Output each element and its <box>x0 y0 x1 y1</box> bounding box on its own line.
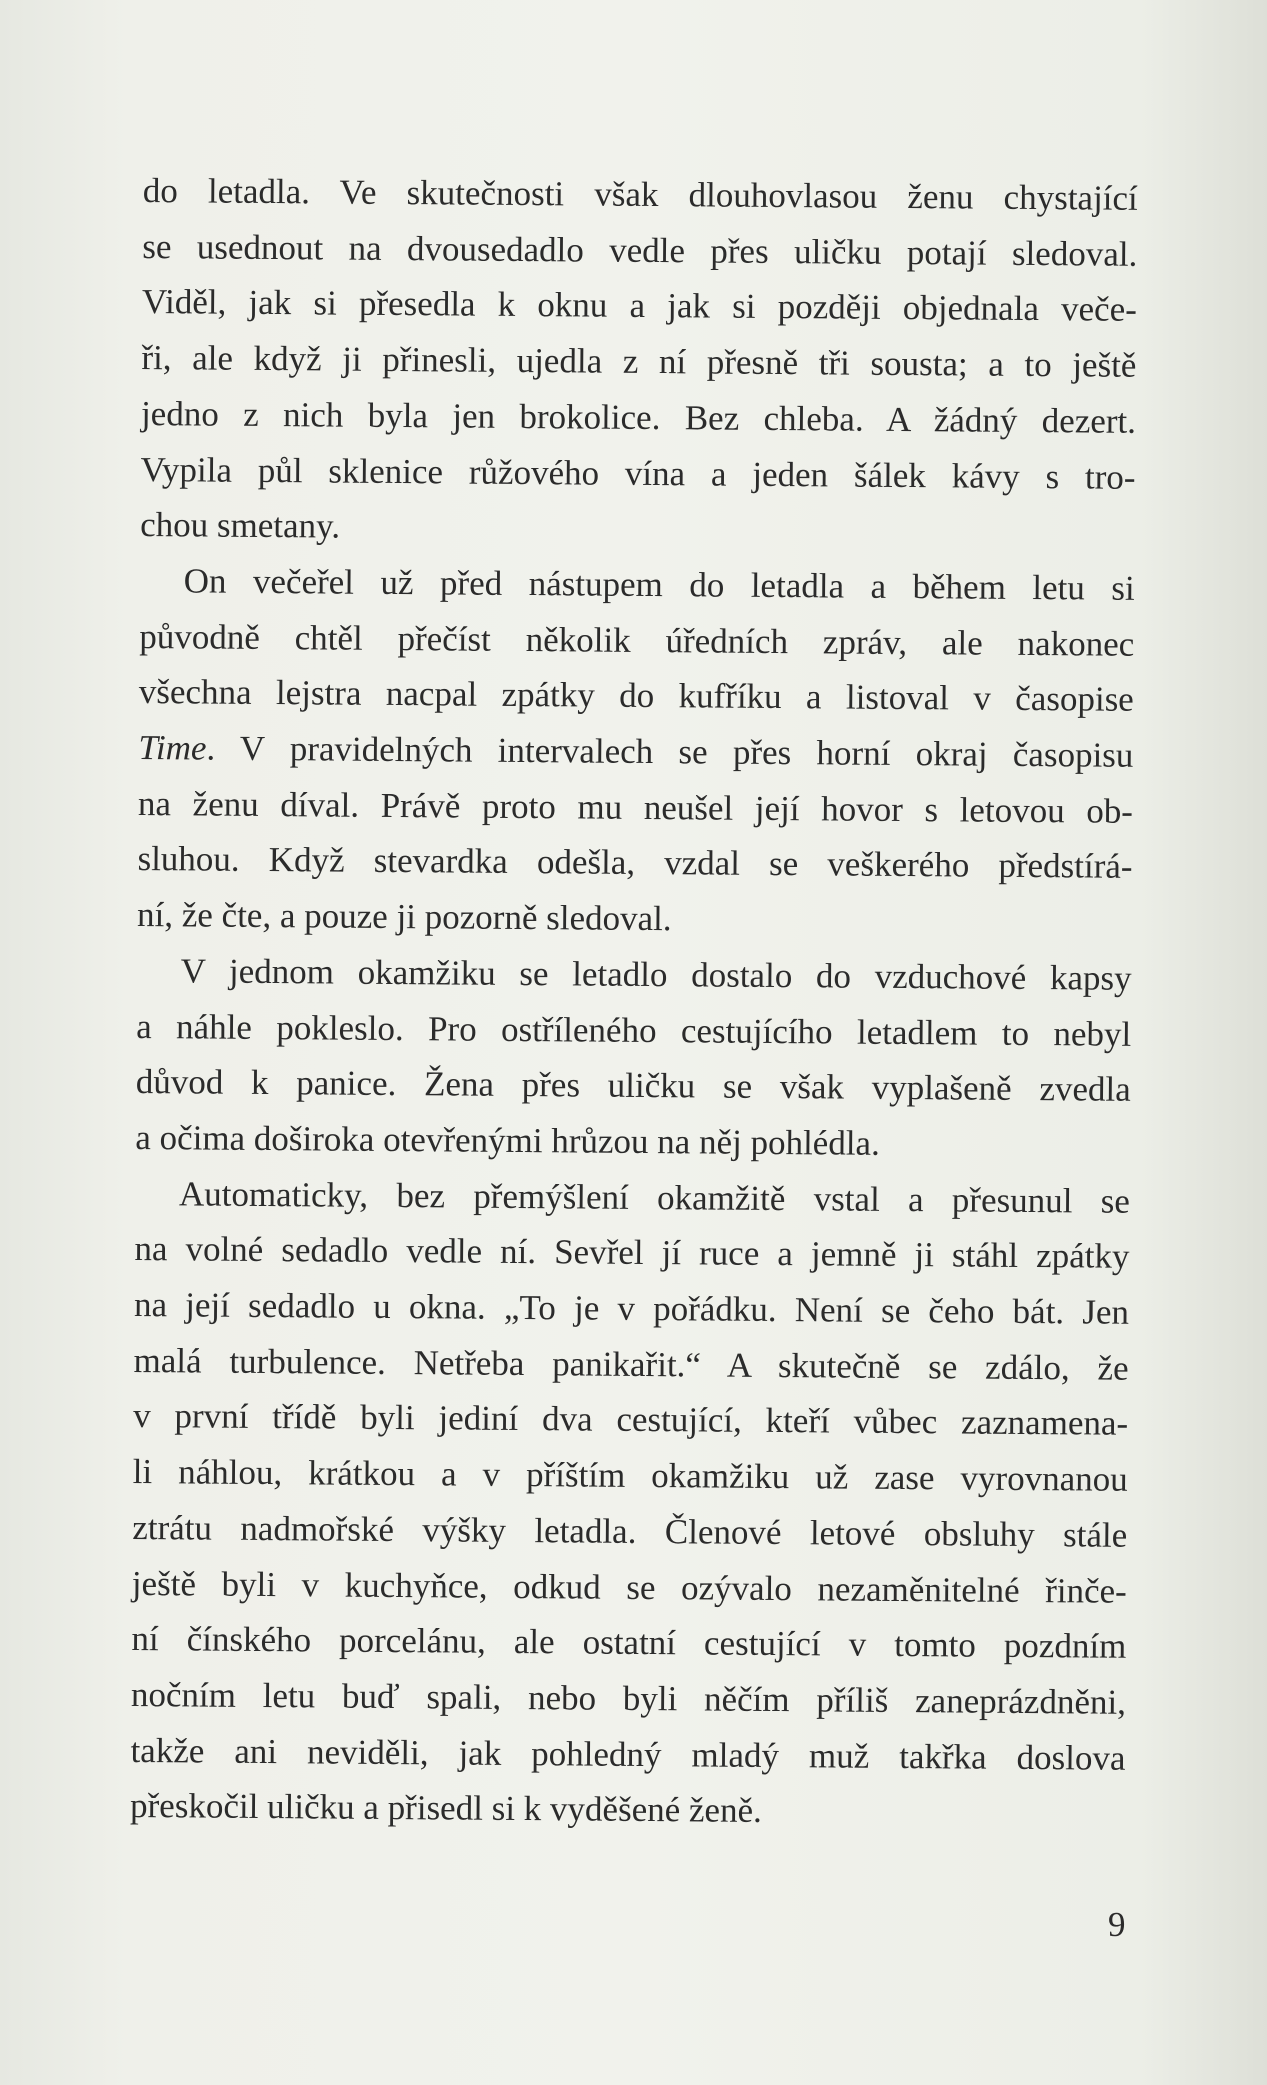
text-line: jedno z nich byla jen brokolice. Bez chleba. A žádný dezert. <box>140 393 1137 441</box>
magazine-title: Time <box>138 728 207 768</box>
text-line: Viděl, jak si přesedla k oknu a jak si později objednala veče- <box>141 282 1138 330</box>
body-text <box>130 163 1138 1842</box>
text-line: ní čínského porcelánu, ale ostatní cestující v tomto pozdním <box>131 1619 1127 1667</box>
text-line: na ženu díval. Právě proto mu neušel její hovor s letovou ob- <box>137 783 1134 831</box>
text-line: ještě byli v kuchyňce, odkud se ozývalo nezaměnitelné řinče- <box>131 1563 1127 1611</box>
text-line: Vypila půl sklenice růžového vína a jeden šálek kávy s tro- <box>140 449 1136 497</box>
text-line: důvod k panice. Žena přes uličku se však vyplašeně zvedla <box>135 1062 1131 1110</box>
text-line: v první třídě byli jediní dva cestující, kteří vůbec zaznamena- <box>133 1396 1129 1444</box>
text-line: V jednom okamžiku se letadlo dostalo do vzduchové kapsy <box>180 951 1132 998</box>
text-line: chou smetany. <box>140 505 341 546</box>
text-line-with-italic <box>138 720 1133 784</box>
text-line: takže ani neviděli, jak pohledný mladý muž takřka doslova <box>130 1730 1126 1778</box>
text-line: přeskočil uličku a přisedl si k vyděšené ženě. <box>129 1786 762 1831</box>
text-line: a náhle pokleslo. Pro ostříleného cestujícího letadlem to nebyl <box>136 1006 1132 1054</box>
text-line: všechna lejstra nacpal zpátky do kufříku a listoval v časopise <box>138 672 1134 720</box>
text-line: ztrátu nadmořské výšky letadla. Členové letové obsluhy stále <box>132 1507 1128 1555</box>
text-line: původně chtěl přečíst několik úředních zpráv, ale nakonec <box>139 616 1135 664</box>
text-line: do letadla. Ve skutečnosti však dlouhovlasou ženu chystající <box>142 170 1138 218</box>
page-number: 9 <box>1108 1905 1126 1944</box>
text-line: Automaticky, bez přemýšlení okamžitě vstal a přesunul se <box>178 1173 1131 1221</box>
text-line: na volné sedadlo vedle ní. Sevřel jí ruce a jemně ji stáhl zpátky <box>134 1229 1130 1277</box>
text-line: sluhou. Když stevardka odešla, vzdal se veškerého předstírá- <box>137 839 1133 887</box>
text-line: se usednout na dvousedadlo vedle přes uličku potají sledoval. <box>142 226 1138 274</box>
text-line: malá turbulence. Netřeba panikařit.“ A skutečně se zdálo, že <box>133 1340 1129 1388</box>
text-line: On večeřel už před nástupem do letadla a během letu si <box>183 561 1135 608</box>
text-line: li náhlou, krátkou a v příštím okamžiku už zase vyrovnanou <box>132 1452 1128 1499</box>
text-line: nočním letu buď spali, nebo byli něčím příliš zaneprázdněni, <box>130 1674 1127 1722</box>
text-line: ři, ale když ji přinesli, ujedla z ní přesně tři sousta; a to ještě <box>141 338 1137 385</box>
text-line: ní, že čte, a pouze ji pozorně sledoval. <box>136 895 672 939</box>
text-line: a očima doširoka otevřenými hrůzou na něj pohlédla. <box>135 1117 880 1163</box>
text-line: na její sedadlo u okna. „To je v pořádku. Není se čeho bát. Jen <box>133 1285 1130 1332</box>
text-line-rest: . V pravidelných intervalech se přes horní okraj časopisu <box>206 728 1134 775</box>
